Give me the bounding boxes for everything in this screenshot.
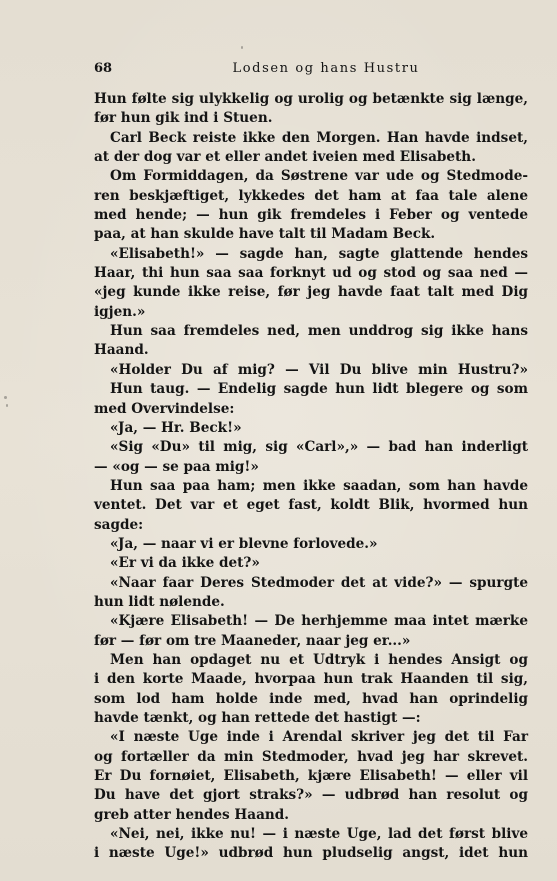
body-text [94, 90, 528, 864]
page-number: 68 [94, 61, 113, 76]
paper-speck [6, 404, 8, 407]
text-line: Men han opdaget nu et Udtryk i hendes Ansigt og [110, 651, 528, 668]
text-line: ventet. Det var et eget fast, koldt Blik, hvormed hun [94, 497, 528, 514]
text-line: som lod ham holde inde med, hvad han oprindelig [94, 690, 528, 707]
text-line: Haar, thi hun saa saa forknyt ud og stod og saa ned — [94, 265, 528, 282]
text-line: igjen.» [94, 303, 146, 320]
running-title: Lodsen og hans Hustru [232, 61, 420, 76]
text-line: ren beskjæftiget, lykkedes det ham at faa tale alene [94, 187, 528, 204]
text-line: paa, at han skulde have talt til Madam Beck. [94, 226, 436, 243]
text-line: at der dog var et eller andet iveien med Elisabeth. [94, 149, 476, 166]
paper-speck [241, 46, 243, 49]
text-line: «Nei, nei, ikke nu! — i næste Uge, lad det først blive [110, 826, 528, 843]
text-line: «Elisabeth!» — sagde han, sagte glattende hendes [110, 245, 528, 262]
text-line: og fortæller da min Stedmoder, hvad jeg har skrevet. [94, 748, 528, 765]
text-line: — «og — se paa mig!» [94, 458, 259, 475]
text-line: med Overvindelse: [94, 400, 235, 417]
text-line: Hun saa paa ham; men ikke saadan, som han havde [110, 477, 528, 494]
text-line: havde tænkt, og han rettede det hastigt —: [94, 710, 421, 726]
text-line: Du have det gjort straks?» — udbrød han resolut og [94, 787, 528, 804]
text-line: «Sig «Du» til mig, sig «Carl»,» — bad han inderligt [110, 439, 528, 456]
text-line: Om Formiddagen, da Søstrene var ude og Stedmode- [110, 168, 528, 185]
text-line: sagde: [94, 516, 144, 533]
running-head [94, 60, 528, 78]
text-line: hun lidt nølende. [94, 593, 225, 610]
text-line: Haand. [94, 342, 149, 359]
paper-speck [4, 396, 7, 399]
text-line: i den korte Maade, hvorpaa hun trak Haanden til sig, [94, 671, 528, 688]
text-line: Hun taug. — Endelig sagde hun lidt blegere og som [110, 381, 528, 398]
text-line: «Naar faar Deres Stedmoder det at vide?» — spurgte [110, 574, 528, 591]
text-line: Hun følte sig ulykkelig og urolig og betænkte sig længe, [94, 91, 528, 107]
text-line: før hun gik ind i Stuen. [94, 110, 273, 127]
text-line: «Holder Du af mig? — Vil Du blive min Hustru?» [110, 361, 528, 378]
text-line: «Kjære Elisabeth! — De herhjemme maa intet mærke [110, 613, 528, 630]
text-line: Hun saa fremdeles ned, men unddrog sig ikke hans [110, 323, 528, 340]
text-line: i næste Uge!» udbrød hun pludselig angst, idet hun [94, 845, 528, 862]
text-line: med hende; — hun gik fremdeles i Feber og ventede [94, 207, 528, 224]
text-line: «Ja, — naar vi er blevne forlovede.» [110, 535, 378, 552]
text-line: før — før om tre Maaneder, naar jeg er...» [94, 632, 411, 649]
text-line: Er Du fornøiet, Elisabeth, kjære Elisabeth! — eller vil [94, 768, 528, 785]
text-line: greb atter hendes Haand. [94, 806, 289, 823]
text-line: Carl Beck reiste ikke den Morgen. Han havde indset, [110, 129, 528, 146]
text-line: «I næste Uge inde i Arendal skriver jeg det til Far [110, 729, 528, 746]
text-line: «jeg kunde ikke reise, før jeg havde faat talt med Dig [94, 284, 528, 301]
text-line: «Er vi da ikke det?» [110, 555, 260, 572]
text-line: «Ja, — Hr. Beck!» [110, 419, 242, 436]
